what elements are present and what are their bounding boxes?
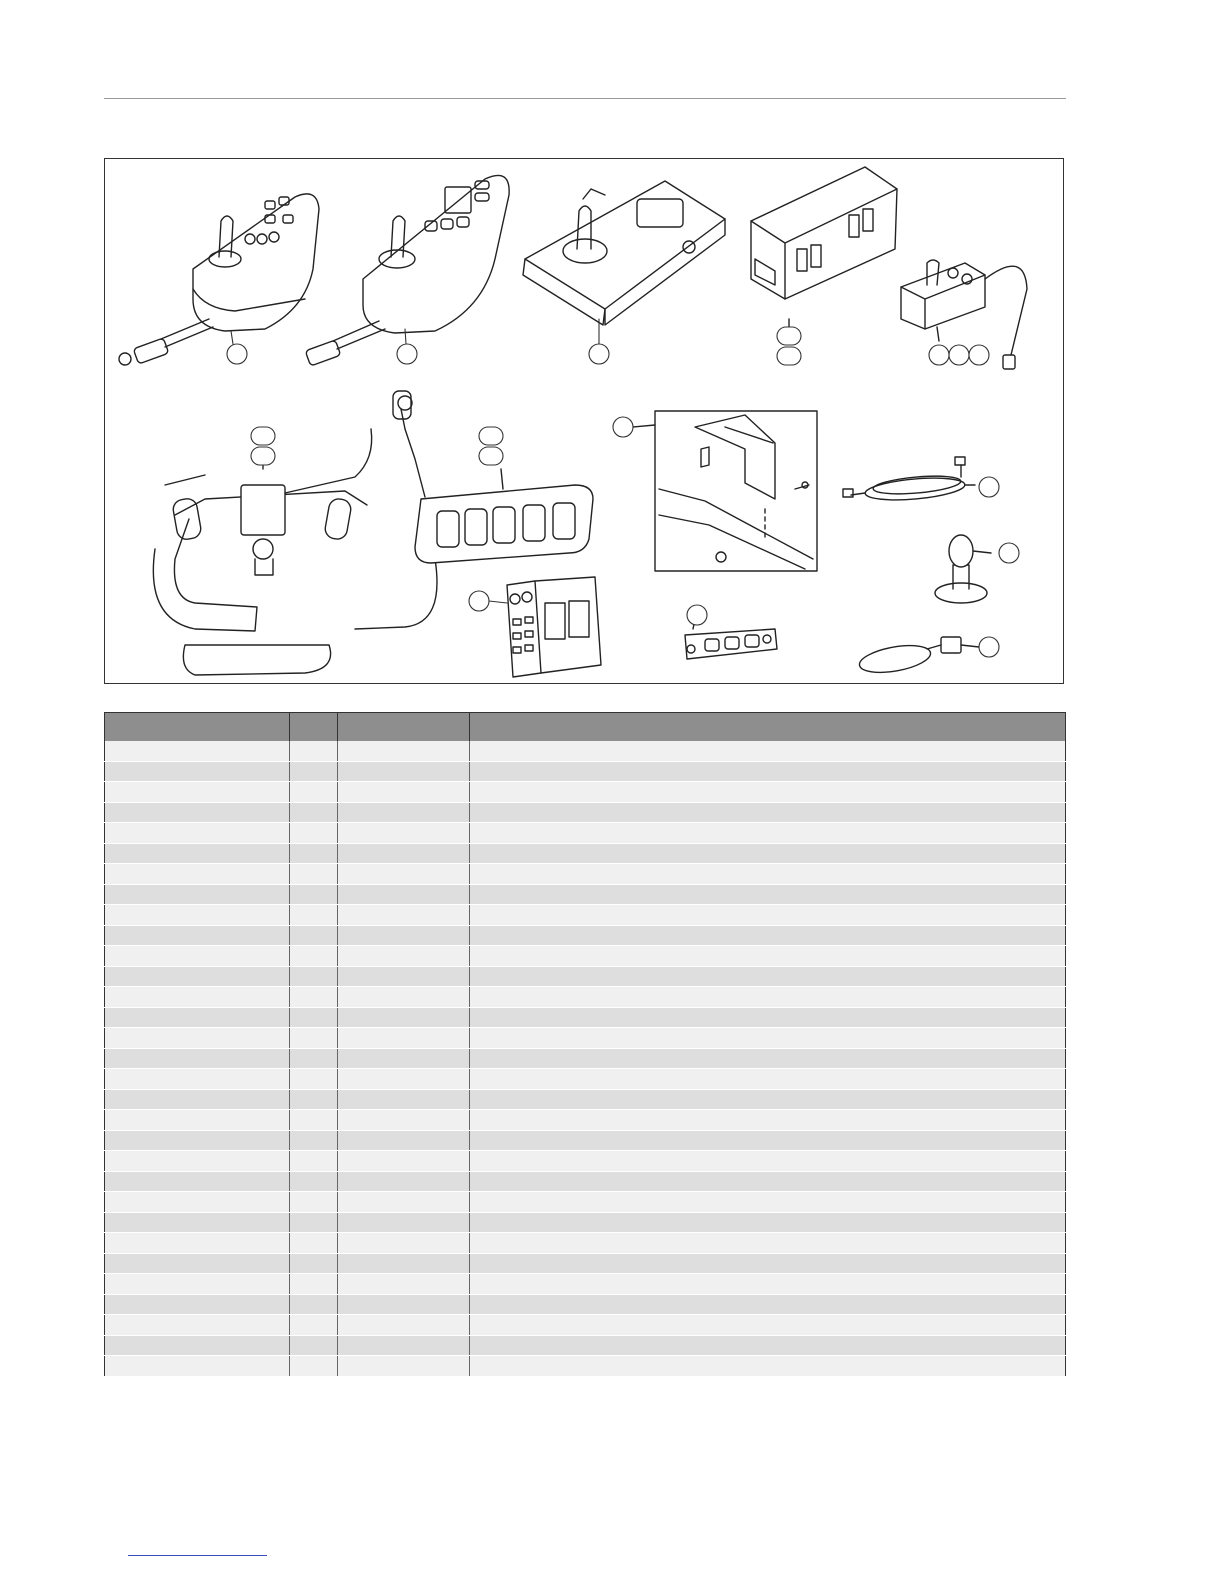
table-cell bbox=[290, 1212, 338, 1233]
table-cell bbox=[470, 966, 1066, 987]
callout-6a bbox=[251, 427, 275, 445]
footer-link-underline bbox=[128, 1555, 267, 1556]
table-cell bbox=[470, 925, 1066, 946]
column-header bbox=[105, 713, 290, 742]
cable-icon bbox=[843, 457, 975, 503]
callout-4a bbox=[777, 327, 801, 345]
table-row bbox=[105, 1110, 1066, 1131]
loop-cable-icon bbox=[857, 637, 979, 677]
table-cell bbox=[338, 1233, 470, 1254]
table-row bbox=[105, 884, 1066, 905]
table-cell bbox=[290, 802, 338, 823]
table-cell bbox=[470, 864, 1066, 885]
column-header bbox=[338, 713, 470, 742]
callout-3 bbox=[589, 344, 609, 364]
table-row bbox=[105, 1315, 1066, 1336]
table-cell bbox=[470, 802, 1066, 823]
table-cell bbox=[470, 1048, 1066, 1069]
table-cell bbox=[105, 987, 290, 1008]
callout-7a bbox=[479, 427, 503, 445]
table-cell bbox=[290, 1335, 338, 1356]
mounting-bracket-icon bbox=[633, 411, 817, 571]
table-row bbox=[105, 782, 1066, 803]
table-cell bbox=[105, 1356, 290, 1377]
table-cell bbox=[105, 741, 290, 761]
table-cell bbox=[290, 1171, 338, 1192]
table-row bbox=[105, 1274, 1066, 1295]
table-cell bbox=[105, 1212, 290, 1233]
table-cell bbox=[105, 802, 290, 823]
table-cell bbox=[338, 1130, 470, 1151]
table-cell bbox=[338, 884, 470, 905]
table-cell bbox=[338, 905, 470, 926]
table-cell bbox=[290, 884, 338, 905]
table-cell bbox=[290, 761, 338, 782]
table-cell bbox=[338, 823, 470, 844]
table-cell bbox=[290, 1274, 338, 1295]
table-cell bbox=[470, 761, 1066, 782]
table-cell bbox=[470, 1151, 1066, 1172]
table-cell bbox=[338, 1048, 470, 1069]
table-row bbox=[105, 864, 1066, 885]
table-row bbox=[105, 1171, 1066, 1192]
table-cell bbox=[338, 1335, 470, 1356]
table-cell bbox=[470, 1294, 1066, 1315]
table-cell bbox=[105, 864, 290, 885]
chin-control-unit-icon bbox=[523, 181, 725, 325]
table-cell bbox=[290, 1315, 338, 1336]
table-cell bbox=[470, 884, 1066, 905]
table-cell bbox=[338, 1089, 470, 1110]
table-cell bbox=[290, 1151, 338, 1172]
table-cell bbox=[338, 864, 470, 885]
display-joystick-remote-icon bbox=[305, 175, 509, 366]
table-cell bbox=[470, 1110, 1066, 1131]
table-row bbox=[105, 1356, 1066, 1377]
callout-11 bbox=[469, 591, 489, 611]
table-row bbox=[105, 1089, 1066, 1110]
table-cell bbox=[290, 1233, 338, 1254]
joystick-remote-icon bbox=[119, 194, 319, 365]
callout-6b bbox=[251, 447, 275, 465]
callout-4b bbox=[777, 347, 801, 365]
table-row bbox=[105, 1253, 1066, 1274]
table-cell bbox=[290, 946, 338, 967]
table-cell bbox=[470, 1069, 1066, 1090]
table-cell bbox=[290, 1110, 338, 1131]
table-cell bbox=[290, 1253, 338, 1274]
callout-1 bbox=[227, 344, 247, 364]
table-cell bbox=[290, 925, 338, 946]
table-cell bbox=[105, 1171, 290, 1192]
table-cell bbox=[470, 1007, 1066, 1028]
table-cell bbox=[470, 905, 1066, 926]
table-row bbox=[105, 905, 1066, 926]
table-cell bbox=[470, 1335, 1066, 1356]
table-cell bbox=[338, 1356, 470, 1377]
table-cell bbox=[105, 1130, 290, 1151]
input-module-icon bbox=[507, 577, 601, 677]
table-cell bbox=[105, 925, 290, 946]
table-cell bbox=[338, 966, 470, 987]
table-cell bbox=[290, 741, 338, 761]
table-cell bbox=[105, 1028, 290, 1049]
table-header-row bbox=[105, 713, 1066, 742]
table-row bbox=[105, 1192, 1066, 1213]
table-row bbox=[105, 946, 1066, 967]
table-cell bbox=[470, 1130, 1066, 1151]
table-cell bbox=[338, 1294, 470, 1315]
table-row bbox=[105, 1233, 1066, 1254]
table-cell bbox=[105, 1274, 290, 1295]
table-cell bbox=[338, 843, 470, 864]
table-cell bbox=[470, 1089, 1066, 1110]
column-header bbox=[470, 713, 1066, 742]
table-cell bbox=[338, 925, 470, 946]
table-cell bbox=[105, 1253, 290, 1274]
table-cell bbox=[290, 843, 338, 864]
table-row bbox=[105, 1028, 1066, 1049]
table-cell bbox=[338, 1253, 470, 1274]
table-cell bbox=[470, 1253, 1066, 1274]
callout-5c bbox=[969, 345, 989, 365]
table-row bbox=[105, 823, 1066, 844]
table-cell bbox=[338, 1171, 470, 1192]
table-cell bbox=[338, 1028, 470, 1049]
table-cell bbox=[470, 1315, 1066, 1336]
table-cell bbox=[338, 1315, 470, 1336]
table-cell bbox=[105, 1335, 290, 1356]
column-header bbox=[290, 713, 338, 742]
table-cell bbox=[290, 1007, 338, 1028]
callout-9 bbox=[979, 477, 999, 497]
table-row bbox=[105, 741, 1066, 761]
table-cell bbox=[338, 1192, 470, 1213]
callout-5a bbox=[929, 345, 949, 365]
table-cell bbox=[290, 1048, 338, 1069]
callout-circles bbox=[227, 319, 1019, 657]
table-cell bbox=[105, 1069, 290, 1090]
table-cell bbox=[290, 1028, 338, 1049]
table-cell bbox=[105, 1315, 290, 1336]
table-cell bbox=[290, 782, 338, 803]
table-row bbox=[105, 966, 1066, 987]
power-module-icon bbox=[751, 167, 897, 333]
table-cell bbox=[290, 823, 338, 844]
table-cell bbox=[338, 946, 470, 967]
table-cell bbox=[338, 1151, 470, 1172]
table-cell bbox=[105, 1089, 290, 1110]
table-cell bbox=[470, 1171, 1066, 1192]
table-cell bbox=[338, 741, 470, 761]
table-cell bbox=[338, 1274, 470, 1295]
table-cell bbox=[338, 987, 470, 1008]
table-row bbox=[105, 1130, 1066, 1151]
table-cell bbox=[105, 966, 290, 987]
joystick-knob-icon bbox=[935, 535, 991, 603]
callout-2 bbox=[397, 344, 417, 364]
table-cell bbox=[105, 884, 290, 905]
table-cell bbox=[290, 864, 338, 885]
table-cell bbox=[290, 1130, 338, 1151]
table-row bbox=[105, 1007, 1066, 1028]
table-cell bbox=[290, 1089, 338, 1110]
table-cell bbox=[105, 843, 290, 864]
table-cell bbox=[338, 1007, 470, 1028]
callout-10 bbox=[999, 543, 1019, 563]
table-cell bbox=[338, 782, 470, 803]
table-cell bbox=[290, 1356, 338, 1377]
switch-panel-icon bbox=[393, 391, 593, 563]
table-cell bbox=[470, 843, 1066, 864]
table-cell bbox=[105, 1048, 290, 1069]
parts-figure bbox=[104, 158, 1064, 684]
table-cell bbox=[105, 946, 290, 967]
table-cell bbox=[470, 782, 1066, 803]
parts-table bbox=[104, 712, 1066, 1377]
table-row bbox=[105, 1294, 1066, 1315]
top-rule bbox=[104, 98, 1066, 99]
callout-8 bbox=[613, 417, 633, 437]
table-row bbox=[105, 1069, 1066, 1090]
table-row bbox=[105, 1335, 1066, 1356]
callout-12 bbox=[687, 605, 707, 625]
table-cell bbox=[105, 823, 290, 844]
table-row bbox=[105, 1212, 1066, 1233]
callout-7b bbox=[479, 447, 503, 465]
table-cell bbox=[470, 1356, 1066, 1377]
table-cell bbox=[470, 1028, 1066, 1049]
table-cell bbox=[105, 1294, 290, 1315]
table-cell bbox=[470, 1274, 1066, 1295]
table-row bbox=[105, 925, 1066, 946]
table-body bbox=[105, 741, 1066, 1376]
table-cell bbox=[105, 1110, 290, 1131]
table-cell bbox=[338, 1212, 470, 1233]
table-cell bbox=[105, 782, 290, 803]
table-cell bbox=[105, 1233, 290, 1254]
table-cell bbox=[470, 741, 1066, 761]
table-cell bbox=[338, 802, 470, 823]
table-cell bbox=[338, 1069, 470, 1090]
table-cell bbox=[470, 1192, 1066, 1213]
table-cell bbox=[105, 1151, 290, 1172]
attendant-control-handle-icon bbox=[153, 429, 437, 675]
table-cell bbox=[105, 761, 290, 782]
table-cell bbox=[290, 966, 338, 987]
table-row bbox=[105, 1151, 1066, 1172]
table-row bbox=[105, 1048, 1066, 1069]
table-cell bbox=[290, 987, 338, 1008]
table-cell bbox=[470, 1212, 1066, 1233]
table-cell bbox=[290, 1294, 338, 1315]
table-cell bbox=[290, 905, 338, 926]
table-cell bbox=[338, 1110, 470, 1131]
table-row bbox=[105, 987, 1066, 1008]
callout-13 bbox=[979, 637, 999, 657]
table-cell bbox=[105, 905, 290, 926]
callout-5b bbox=[949, 345, 969, 365]
table-cell bbox=[470, 823, 1066, 844]
table-row bbox=[105, 761, 1066, 782]
table-cell bbox=[470, 946, 1066, 967]
table-cell bbox=[105, 1007, 290, 1028]
table-row bbox=[105, 843, 1066, 864]
table-cell bbox=[290, 1192, 338, 1213]
table-cell bbox=[105, 1192, 290, 1213]
table-cell bbox=[470, 1233, 1066, 1254]
table-cell bbox=[470, 987, 1066, 1008]
table-row bbox=[105, 802, 1066, 823]
table-cell bbox=[290, 1069, 338, 1090]
table-cell bbox=[338, 761, 470, 782]
